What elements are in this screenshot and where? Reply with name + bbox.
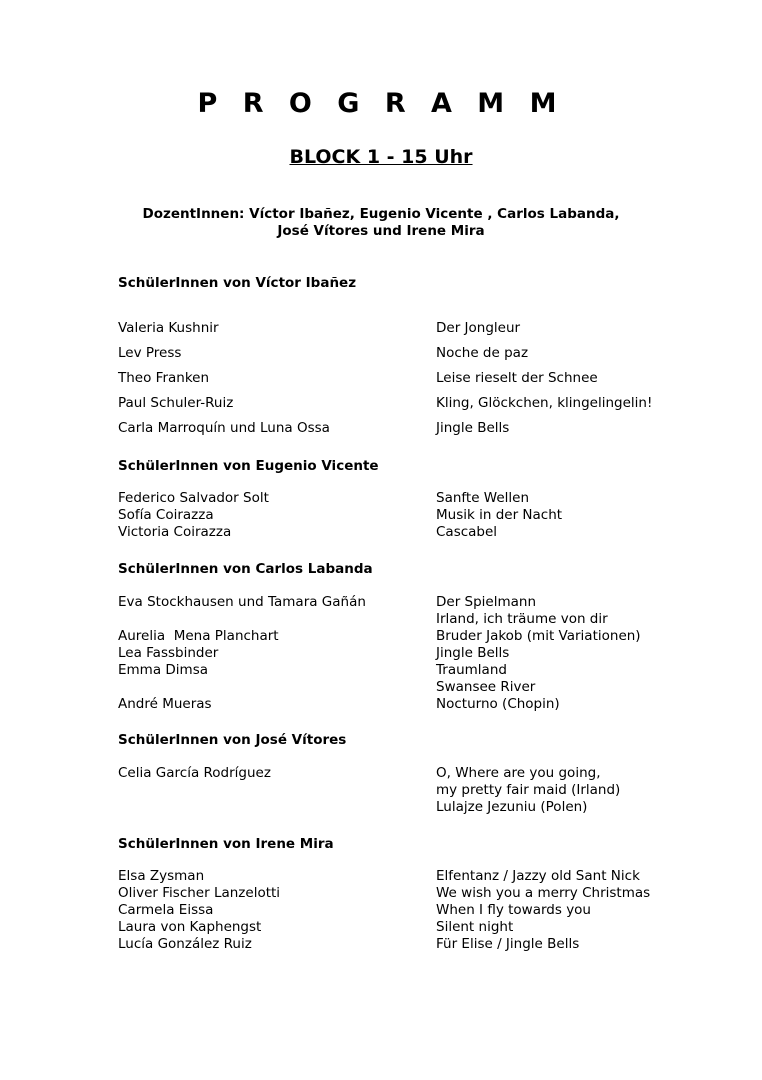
program-row bbox=[118, 366, 678, 391]
student-name: Lucía González Ruiz bbox=[118, 936, 252, 952]
program-row bbox=[118, 919, 678, 936]
student-name: André Mueras bbox=[118, 696, 212, 712]
section-vitores bbox=[118, 731, 678, 816]
piece-title: Der Jongleur bbox=[436, 320, 521, 336]
page-title: P R O G R A M M bbox=[197, 88, 565, 119]
section-heading: SchülerInnen von Víctor Ibañez bbox=[118, 275, 357, 291]
section-heading: SchülerInnen von José Vítores bbox=[118, 732, 347, 748]
piece-title: O, Where are you going, my pretty fair maid (Irland) Lulajze Jezuniu (Polen) bbox=[436, 765, 621, 815]
teachers-line-2: José Vítores und Irene Mira bbox=[277, 223, 485, 239]
student-name: Federico Salvador Solt bbox=[118, 490, 269, 506]
program-row bbox=[118, 507, 678, 524]
section-heading: SchülerInnen von Irene Mira bbox=[118, 836, 334, 852]
student-name: Lea Fassbinder bbox=[118, 645, 219, 661]
program-row bbox=[118, 594, 678, 628]
program-row bbox=[118, 765, 678, 816]
student-name: Laura von Kaphengst bbox=[118, 919, 262, 935]
program-rows bbox=[118, 490, 678, 541]
piece-title: Cascabel bbox=[436, 524, 498, 540]
student-name: Victoria Coirazza bbox=[118, 524, 232, 540]
piece-title: Jingle Bells bbox=[436, 420, 510, 436]
piece-title: We wish you a merry Christmas bbox=[436, 885, 651, 901]
piece-title: When I fly towards you bbox=[436, 902, 591, 918]
section-vicente bbox=[118, 457, 678, 541]
program-row bbox=[118, 696, 678, 713]
teachers-list bbox=[0, 206, 762, 240]
program-rows bbox=[118, 765, 678, 816]
program-row bbox=[118, 662, 678, 696]
student-name: Oliver Fischer Lanzelotti bbox=[118, 885, 281, 901]
student-name: Carla Marroquín und Luna Ossa bbox=[118, 420, 330, 436]
teachers-line-1: DozentInnen: Víctor Ibañez, Eugenio Vicente , Carlos Labanda, bbox=[142, 206, 620, 222]
student-name: Carmela Eissa bbox=[118, 902, 214, 918]
program-row bbox=[118, 490, 678, 507]
program-row bbox=[118, 885, 678, 902]
student-name: Sofía Coirazza bbox=[118, 507, 214, 523]
program-row bbox=[118, 936, 678, 953]
student-name: Lev Press bbox=[118, 345, 182, 361]
piece-title: Musik in der Nacht bbox=[436, 507, 563, 523]
student-name: Valeria Kushnir bbox=[118, 320, 219, 336]
student-name: Celia García Rodríguez bbox=[118, 765, 271, 781]
program-row bbox=[118, 524, 678, 541]
student-name: Theo Franken bbox=[118, 370, 210, 386]
section-mira bbox=[118, 835, 678, 953]
program-row bbox=[118, 902, 678, 919]
student-name: Paul Schuler-Ruiz bbox=[118, 395, 234, 411]
section-ibanez bbox=[118, 274, 678, 441]
piece-title: Bruder Jakob (mit Variationen) bbox=[436, 628, 641, 644]
student-name: Eva Stockhausen und Tamara Gañán bbox=[118, 594, 366, 610]
program-rows bbox=[118, 868, 678, 953]
program-row bbox=[118, 628, 678, 645]
piece-title: Jingle Bells bbox=[436, 645, 510, 661]
program-rows bbox=[118, 594, 678, 713]
piece-title: Leise rieselt der Schnee bbox=[436, 370, 598, 386]
block-heading: BLOCK 1 - 15 Uhr bbox=[289, 146, 473, 168]
student-name: Elsa Zysman bbox=[118, 868, 205, 884]
program-row bbox=[118, 416, 678, 441]
piece-title: Nocturno (Chopin) bbox=[436, 696, 560, 712]
program-row bbox=[118, 316, 678, 341]
program-row bbox=[118, 341, 678, 366]
program-row bbox=[118, 645, 678, 662]
piece-title: Sanfte Wellen bbox=[436, 490, 530, 506]
piece-title: Kling, Glöckchen, klingelingelin! bbox=[436, 395, 653, 411]
piece-title: Traumland Swansee River bbox=[436, 662, 536, 695]
section-labanda bbox=[118, 560, 678, 713]
section-heading: SchülerInnen von Eugenio Vicente bbox=[118, 458, 379, 474]
piece-title: Noche de paz bbox=[436, 345, 529, 361]
program-row bbox=[118, 391, 678, 416]
piece-title: Elfentanz / Jazzy old Sant Nick bbox=[436, 868, 640, 884]
student-name: Emma Dimsa bbox=[118, 662, 208, 678]
section-heading: SchülerInnen von Carlos Labanda bbox=[118, 561, 373, 577]
piece-title: Für Elise / Jingle Bells bbox=[436, 936, 580, 952]
program-row bbox=[118, 868, 678, 885]
program-rows bbox=[118, 316, 678, 441]
piece-title: Der Spielmann Irland, ich träume von dir bbox=[436, 594, 608, 627]
student-name: Aurelia Mena Planchart bbox=[118, 628, 279, 644]
piece-title: Silent night bbox=[436, 919, 514, 935]
